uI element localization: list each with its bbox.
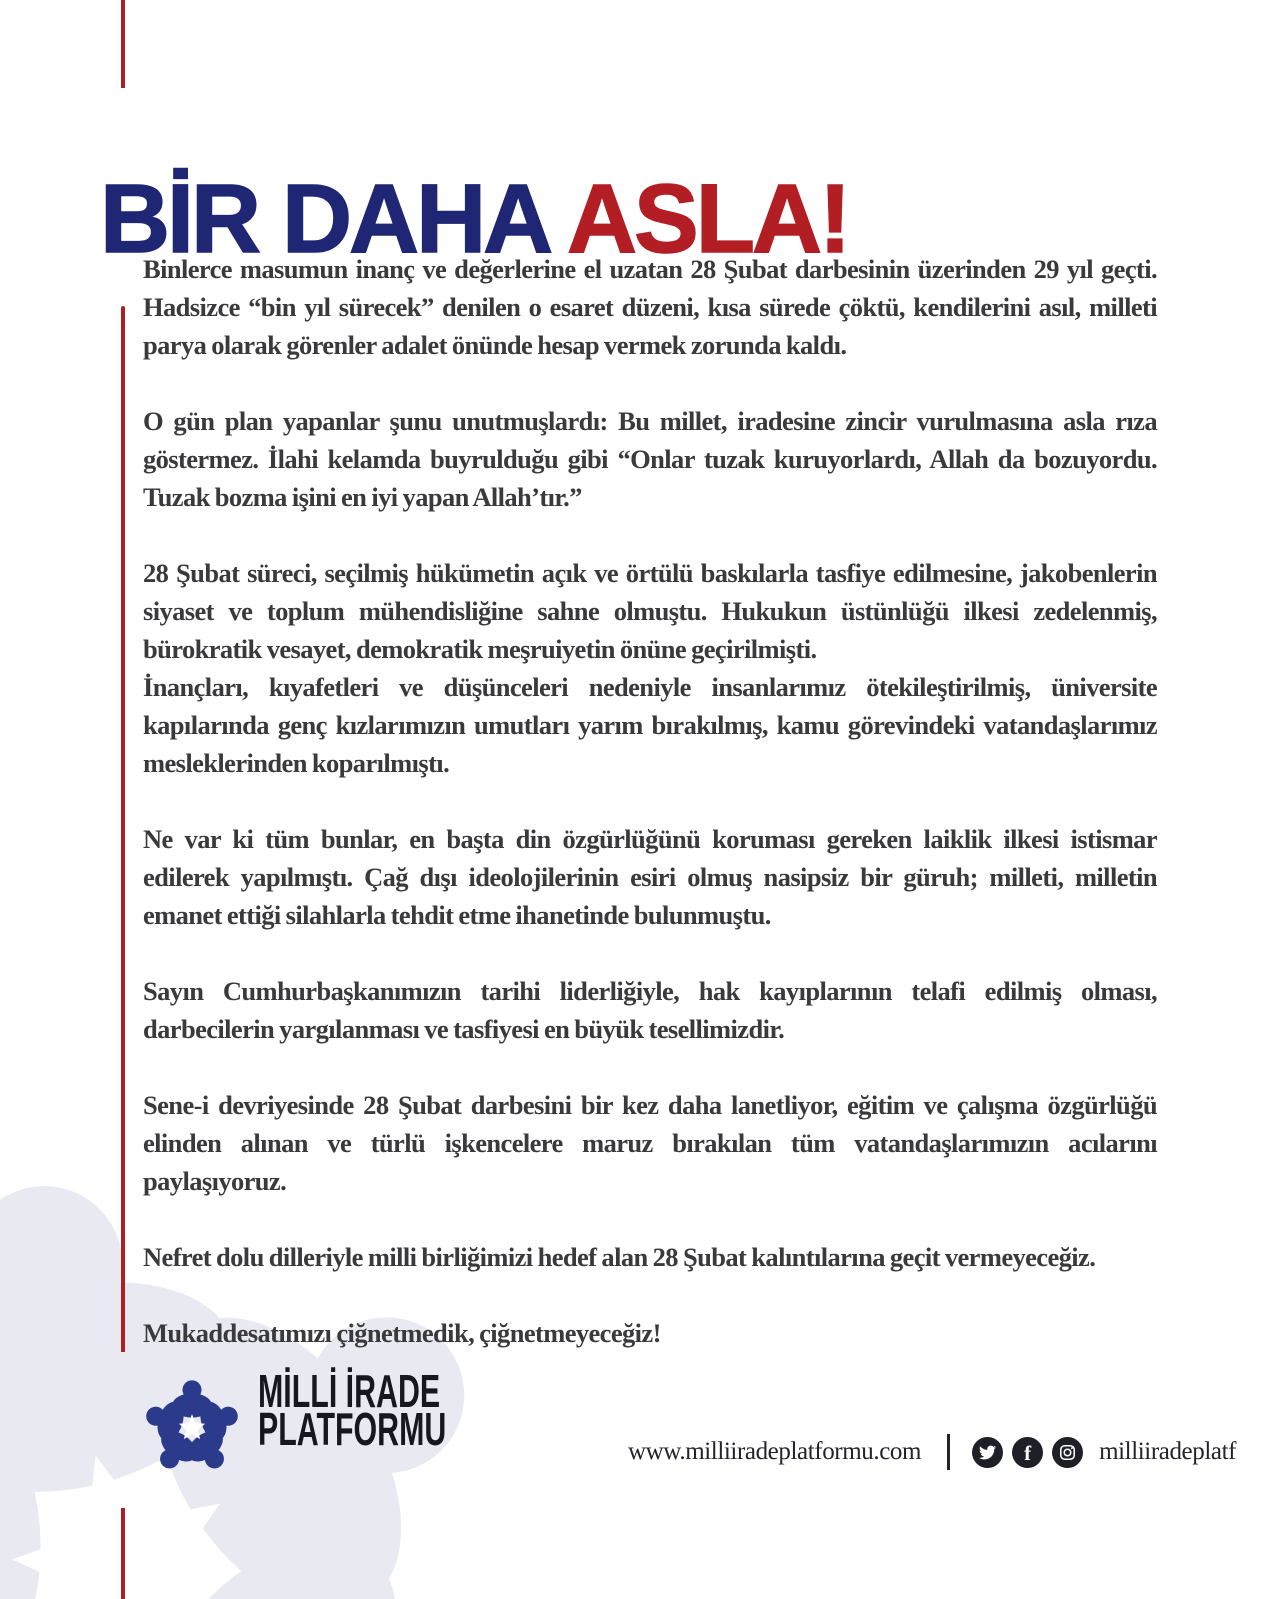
facebook-icon: f bbox=[1012, 1437, 1043, 1468]
red-accent-line-bottom bbox=[121, 1508, 125, 1599]
red-accent-line-top bbox=[121, 0, 125, 88]
paragraph: Binlerce masumun inanç ve değerlerine el uzatan 28 Şubat darbesinin üzerinden 29 yıl geçti. Hadsizce “bin yıl sürecek” denilen o esaret düzeni, kısa sürede çöktü, kendilerini asıl, milleti parya olarak görenler adalet önünde hesap vermek zorunda kaldı. bbox=[143, 254, 1157, 360]
instagram-icon bbox=[1052, 1437, 1083, 1468]
body-text bbox=[143, 250, 1157, 1352]
logo-wordmark-line2: PLATFORMU bbox=[258, 1403, 447, 1455]
paragraph: Ne var ki tüm bunlar, en başta din özgürlüğünü koruması gereken laiklik ilkesi istismar edilerek yapılmıştı. Çağ dışı ideolojilerinin esiri olmuş nasipsiz bir güruh; milleti, milletin emanet ettiği silahlarla tehdit etme ihanetinde bulunmuştu. bbox=[143, 824, 1157, 930]
title-accent: ASLA! bbox=[566, 163, 849, 273]
social-icons bbox=[972, 1437, 1083, 1468]
website-url: www.milliiradeplatformu.com bbox=[628, 1438, 922, 1465]
title-primary: BİR DAHA bbox=[100, 163, 567, 273]
paragraph: 28 Şubat süreci, seçilmiş hükümetin açık ve örtülü baskılarla tasfiye edilmesine, jakobenlerin siyaset ve toplum mühendisliğine sahne olmuştu. Hukukun üstünlüğü ilkesi zedelenmiş, bürokratik vesayet, demokratik meşruiyetin önüne geçirilmişti. bbox=[143, 558, 1157, 664]
red-accent-line-middle bbox=[121, 306, 125, 1352]
divider bbox=[947, 1434, 950, 1470]
paragraph: Sayın Cumhurbaşkanımızın tarihi liderliğiyle, hak kayıplarının telafi edilmiş olması, darbecilerin yargılanması ve tasfiyesi en büyük tesellimizdir. bbox=[143, 976, 1157, 1044]
paragraph: Mukaddesatımızı çiğnetmedik, çiğnetmeyeceğiz! bbox=[143, 1318, 661, 1348]
paragraph: O gün plan yapanlar şunu unutmuşlardı: Bu millet, iradesine zincir vurulmasına asla rıza göstermez. İlahi kelamda buyrulduğu gibi “Onlar tuzak kuruyorlardı, Allah da bozuyordu. Tuzak bozma işini en iyi yapan Allah’tır.” bbox=[143, 406, 1157, 512]
milli-irade-logo-icon bbox=[140, 1376, 244, 1480]
logo-wordmark bbox=[258, 1365, 447, 1455]
footer-contact bbox=[628, 1430, 1236, 1474]
paragraph: Nefret dolu dilleriyle milli birliğimizi hedef alan 28 Şubat kalıntılarına geçit vermeyeceğiz. bbox=[143, 1242, 1096, 1272]
twitter-icon bbox=[972, 1437, 1003, 1468]
social-handle: milliiradeplatf bbox=[1099, 1438, 1237, 1465]
logo bbox=[140, 1365, 543, 1480]
paragraph: Sene-i devriyesinde 28 Şubat darbesini bir kez daha lanetliyor, eğitim ve çalışma özgürlüğü elinden alınan ve türlü işkencelere maruz bırakılan tüm vatandaşlarımızın acılarını paylaşıyoruz. bbox=[143, 1090, 1157, 1196]
paragraph: İnançları, kıyafetleri ve düşünceleri nedeniyle insanlarımız ötekileştirilmiş, üniversite kapılarında genç kızlarımızın umutları yarım bırakılmış, kamu görevindeki vatandaşlarımız mesleklerinden koparılmıştı. bbox=[143, 672, 1157, 778]
logo-wordmark-line1: MİLLİ İRADE bbox=[258, 1365, 441, 1417]
